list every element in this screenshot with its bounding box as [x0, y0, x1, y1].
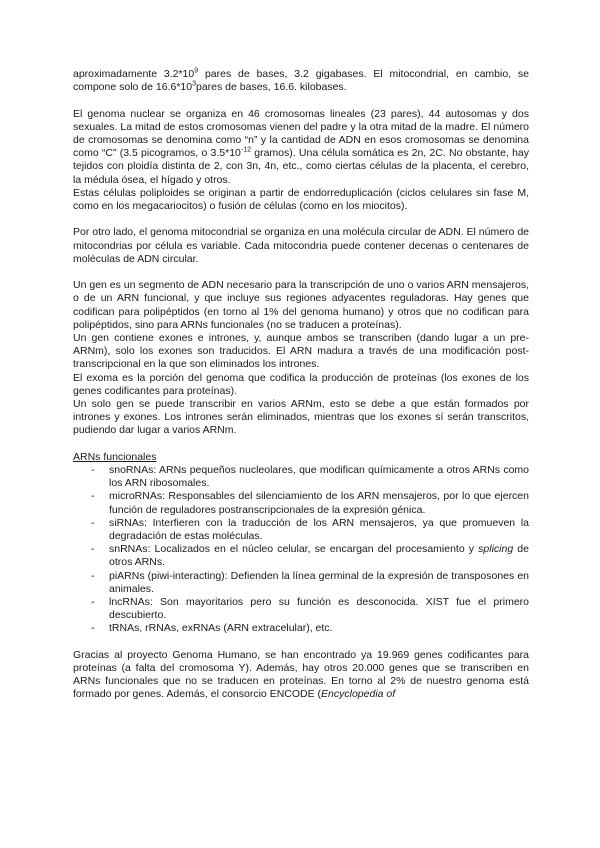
paragraph-exons-introns: Un gen contiene exones e intrones, y, aunque ambos se transcriben (dando lugar a un pre-ARNm), solo los exones son traducidos. El ARN madura a través de una modificación post-transcripcional en la que son eliminados los intrones.	[73, 332, 529, 371]
superscript: 9	[194, 67, 199, 75]
functional-rna-list	[73, 464, 529, 636]
document-page	[73, 68, 529, 702]
list-item	[73, 622, 529, 635]
dash-bullet: -	[91, 490, 95, 503]
italic-term: Encyclopedia of	[321, 688, 396, 701]
text-span: El genoma nuclear se organiza en 46 cromosomas lineales (23 pares), 44 autosomas y dos sexuales. La mitad de estos cromosomas vienen del padre y la otra mitad de la madre. El número de cromosomas se denomina como “n” y la cantidad de ADN en esos cromosomas se denomina como “C” (3.5 picogramos, o 3.5*10	[73, 107, 529, 160]
list-item	[73, 464, 529, 490]
list-item-text: de otros ARNs.	[109, 543, 529, 569]
dash-bullet: -	[91, 596, 95, 609]
paragraph-genome-size	[73, 68, 529, 94]
list-item-text: tRNAs, rRNAs, exRNAs (ARN extracelular), etc.	[109, 622, 333, 635]
list-item-text: microRNAs: Responsables del silenciamiento de los ARN mensajeros, por lo que ejercen función de reguladores postranscripcionales de la expresión génica.	[109, 490, 529, 516]
italic-term: splicing	[478, 543, 514, 556]
paragraph-nuclear-genome	[73, 108, 529, 187]
dash-bullet: -	[91, 622, 95, 635]
dash-bullet: -	[91, 543, 95, 556]
paragraph-human-genome-project	[73, 649, 529, 702]
list-item	[73, 490, 529, 516]
paragraph-polyploid-cells: Estas células poliploides se originan a partir de endorreduplicación (ciclos celulares sin fase M, como en los megacariocitos) o fusión de células (como en los miocitos).	[73, 186, 529, 213]
section-heading: ARNs funcionales	[73, 450, 157, 463]
paragraph-gene-definition: Un gen es un segmento de ADN necesario para la transcripción de uno o varios ARN mensajeros, o de un ARN funcional, y que incluye sus regiones adyacentes reguladoras. Hay genes que codifican para polipéptidos (en torno al 1% del genoma humano) y otros que no codifican para polipéptidos, sino para ARNs funcionales (no se traducen a proteínas).	[73, 279, 529, 331]
list-item-text: lncRNAs: Son mayoritarios pero su función es desconocida. XIST fue el primero descubierto.	[109, 596, 529, 622]
list-item-text: siRNAs: Interfieren con la traducción de los ARN mensajeros, ya que promueven la degradación de estas moléculas.	[109, 516, 529, 543]
paragraph-mitochondrial-genome: Por otro lado, el genoma mitocondrial se organiza en una molécula circular de ADN. El número de mitocondrias por célula es variable. Cada mitocondria puede contener decenas o centenares de moléculas de ADN circular.	[73, 226, 529, 265]
list-item	[73, 596, 529, 622]
paragraph-exome: El exoma es la porción del genoma que codifica la producción de proteínas (los exones de los genes codificantes para proteínas).	[73, 371, 529, 397]
list-item-text: piARNs (piwi-interacting): Defienden la línea germinal de la expresión de transposones en animales.	[109, 569, 529, 595]
list-item	[73, 517, 529, 543]
superscript: 3	[192, 80, 196, 88]
list-item	[73, 570, 529, 596]
text-span: pares de bases, 3.2 gigabases. El mitocondrial, en cambio, se compone solo de 16.6*10	[73, 68, 529, 94]
list-item-text: snRNAs: Localizados en el núcleo celular, se encargan del procesamiento y	[109, 543, 479, 556]
dash-bullet: -	[91, 464, 95, 477]
text-span: gramos). Una célula somática es 2n, 2C. No obstante, hay tejidos con ploidía distinta de 2, con 3n, 4n, etc., como ciertas células de la placenta, el cerebro, la médula ósea, el hígado y otros.	[73, 147, 530, 186]
superscript: -12	[240, 146, 252, 154]
text-span: Gracias al proyecto Genoma Humano, se han encontrado ya 19.969 genes codificantes para proteínas (a falta del cromosoma Y). Además, hay otros 20.000 genes que se transcriben en ARNs funcionales que no se traducen en proteínas. En torno al 2% de nuestro genoma está formado por genes. Además, el consorcio ENCODE (	[73, 648, 529, 701]
dash-bullet: -	[91, 569, 95, 582]
text-span: pares de bases, 16.6. kilobases.	[196, 81, 347, 94]
text-span: aproximadamente 3.2*10	[73, 68, 195, 80]
list-item	[73, 543, 529, 569]
dash-bullet: -	[91, 516, 95, 529]
list-item-text: snoRNAs: ARNs pequeños nucleolares, que modifican químicamente a otros ARNs como los ARN ribosomales.	[109, 464, 529, 490]
paragraph-alternative-splicing: Un solo gen se puede transcribir en varios ARNm, esto se debe a que están formados por intrones y exones. Los intrones serán eliminados, mientras que los exones sí serán transcritos, pudiendo dar lugar a varios ARNm.	[73, 398, 529, 437]
